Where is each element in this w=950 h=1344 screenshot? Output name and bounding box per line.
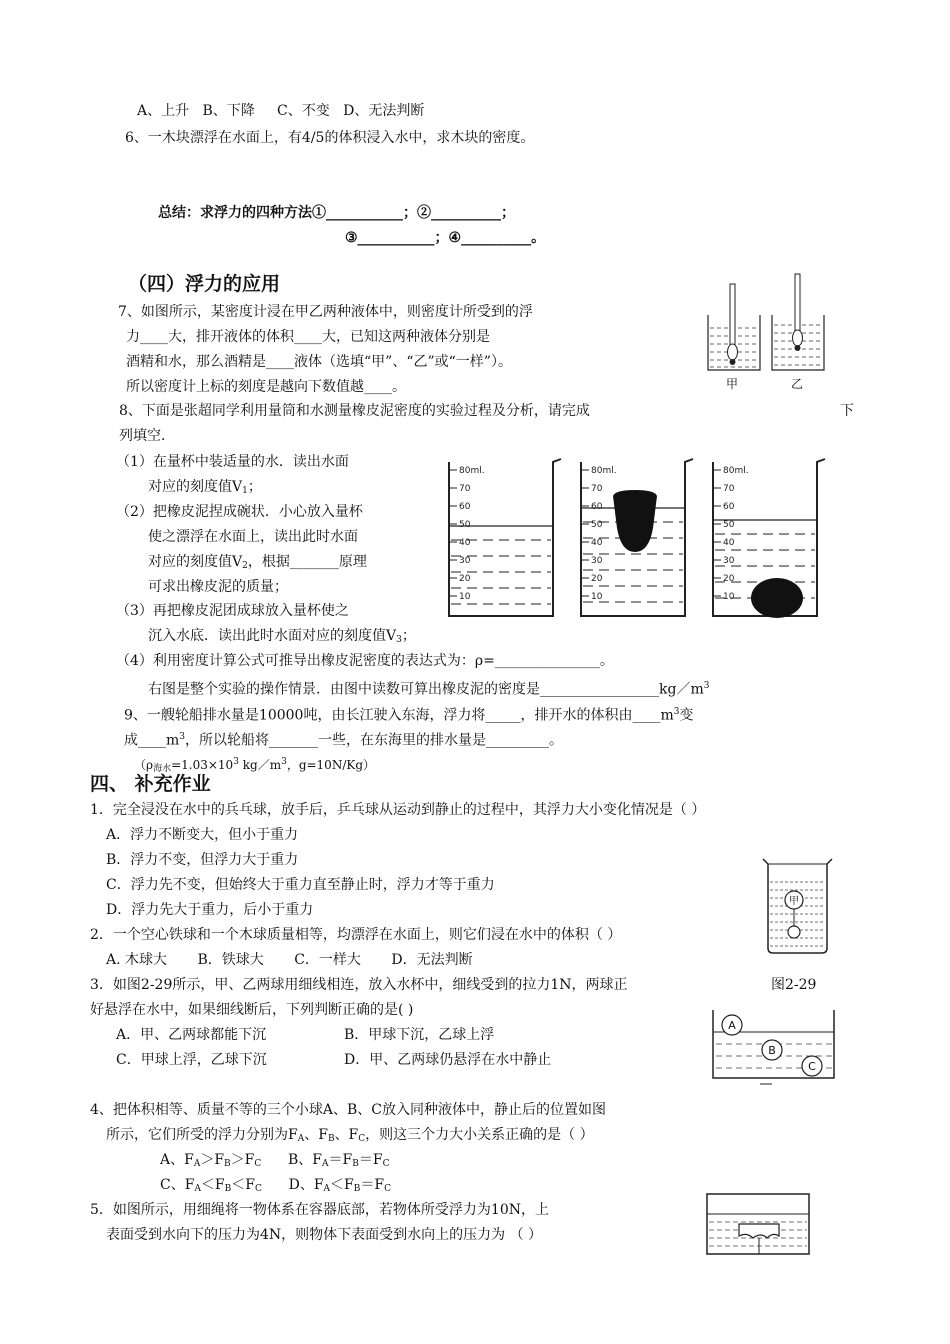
s4-option-b: B、$F_A=F_B=F_C$ [287, 1152, 390, 1169]
section-title-supplement: 四、 补充作业 [90, 773, 211, 795]
s2-option-c: C．一样大 [294, 952, 361, 968]
measuring-cylinders-figure [445, 458, 830, 620]
tied-object-figure [705, 1192, 811, 1258]
cylinder-1-tick-label: 70 [459, 484, 471, 494]
cylinder-3-tick-label: 40 [723, 538, 735, 548]
q9-line-1: 9、一艘轮船排水量是10000吨，由长江驶入东海，浮力将_____，排开水的体积由$\_\_\_\_m^3$变 [124, 707, 694, 724]
cylinder-2-tick-label: 40 [591, 538, 603, 548]
q8-line-1-tail: 下 [840, 403, 854, 419]
s1-option-b: B．浮力不变，但浮力大于重力 [106, 852, 299, 868]
s3-question-1: 3．如图2-29所示，甲、乙两球用细线相连，放入水杯中，细线受到的拉力1N，两球正 [90, 977, 628, 993]
q8-step-4: （4）利用密度计算公式可推导出橡皮泥密度的表达式为：ρ=_______________。 [116, 653, 614, 669]
cylinder-2-tick-label: 70 [591, 484, 603, 494]
cylinder-3-tick-label: 10 [723, 592, 735, 602]
q8-line-1: 8、下面是张超同学利用量筒和水测量橡皮泥密度的实验过程及分析，请完成 [119, 403, 590, 419]
cylinder-1-tick-label: 10 [459, 592, 471, 602]
q7-line-4: 所以密度计上标的刻度是越向下数值越____。 [126, 379, 406, 395]
three-balls-figure [708, 1008, 840, 1086]
s3-option-c: C．甲球上浮，乙球下沉 [116, 1052, 267, 1068]
q8-step-5: 右图是整个实验的操作情景．由图中读数可算出橡皮泥的密度是$\_\_\_\_\_\_\_\_\_\_\_\_\_\_\_\_\_kg/m^3$ [148, 681, 710, 698]
s4-question-1: 4、把体积相等、质量不等的三个小球A、B、C放入同种液体中，静止后的位置如图 [90, 1102, 607, 1118]
s3-option-d: D．甲、乙两球仍悬浮在水中静止 [344, 1052, 552, 1068]
s1-option-a: A．浮力不断变大，但小于重力 [106, 827, 299, 843]
cylinder-3-tick-label: 50 [723, 520, 735, 530]
s3-question-2: 好悬浮在水中，如果细线断后，下列判断正确的是( ) [90, 1002, 414, 1018]
s2-option-b: B．铁球大 [197, 952, 264, 968]
q5-option-d: D、无法判断 [343, 103, 425, 119]
s5-question-2: 表面受到水向下的压力为4N，则物体下表面受到水向上的压力为 （ ） [106, 1227, 543, 1243]
s1-option-c: C．浮力先不变，但始终大于重力直至静止时，浮力才等于重力 [106, 877, 495, 893]
q8-step-2a: （2）把橡皮泥捏成碗状．小心放入量杯 [116, 504, 363, 520]
section-title-application: （四）浮力的应用 [128, 273, 281, 295]
s4-options-row-2 [160, 1175, 391, 1199]
cylinder-3-tick-label: 80ml. [723, 466, 749, 476]
q9-line-2: 成$\_\_\_\_m^3$，所以轮船将_______一些，在东海里的排水量是_________。 [124, 732, 564, 749]
q8-step-1a: （1）在量杯中装适量的水．读出水面 [116, 454, 349, 470]
s4-options-row-1 [160, 1150, 389, 1174]
q8-step-1b: 对应的刻度值$V_1$； [148, 479, 262, 496]
s1-option-d: D．浮力先大于重力，后小于重力 [106, 902, 314, 918]
cylinder-3-tick-label: 30 [723, 556, 735, 566]
cylinder-2-tick-label: 20 [591, 574, 603, 584]
fig-2-29-caption: 图2-29 [771, 977, 817, 993]
s4-question-2: 所示，它们所受的浮力分别为$F_A$、$F_B$、$F_C$，则这三个力大小关系正确的是（ ） [106, 1127, 594, 1144]
s1-question: 1．完全浸没在水中的兵乓球，放手后，乒乓球从运动到静止的过程中，其浮力大小变化情况是（ ） [90, 802, 706, 818]
cylinder-2-tick-label: 50 [591, 520, 603, 530]
summary-line-1: 总结：求浮力的四种方法①___________；②__________； [158, 205, 515, 221]
q8-line-2: 列填空． [119, 428, 175, 444]
cylinder-2-tick-label: 60 [591, 502, 603, 512]
summary-line-2: ③___________；④__________。 [345, 230, 546, 246]
hydrometer-figure [700, 270, 840, 395]
cylinder-1-tick-label: 60 [459, 502, 471, 512]
s4-option-c: C、$F_A<F_B<F_C$ [160, 1177, 262, 1194]
s3-option-a: A．甲、乙两球都能下沉 [116, 1027, 267, 1043]
s2-option-a: A. 木球大 [106, 952, 168, 968]
q5-option-c: C、不变 [277, 103, 330, 119]
suspended-balls-figure [760, 856, 835, 956]
fig-ball-label: 甲 [789, 896, 799, 907]
cylinder-1-tick-label: 30 [459, 556, 471, 566]
ball-c-label: C [808, 1060, 816, 1073]
cylinder-1-tick-label: 40 [459, 538, 471, 548]
ball-b-label: B [768, 1044, 776, 1057]
cylinder-3-tick-label: 70 [723, 484, 735, 494]
q8-step-2b: 使之漂浮在水面上，读出此时水面 [148, 529, 358, 545]
q5-options [137, 101, 424, 121]
q8-step-2d: 可求出橡皮泥的质量； [148, 579, 288, 595]
hydrometer-label-a: 甲 [726, 377, 739, 391]
s4-option-d: D、$F_A<F_B=F_C$ [288, 1177, 391, 1194]
q8-step-3b: 沉入水底．读出此时水面对应的刻度值$V_3$； [148, 628, 416, 645]
ball-a-label: A [728, 1019, 736, 1032]
cylinder-2-tick-label: 80ml. [591, 466, 617, 476]
q8-step-2c: 对应的刻度值$V_2$，根据_______原理 [148, 554, 367, 571]
q7-line-3: 酒精和水，那么酒精是____液体（选填“甲”、“乙”或“一样”）。 [126, 354, 512, 370]
clay-bowl-shape [613, 490, 657, 552]
cylinder-2-tick-label: 10 [591, 592, 603, 602]
s2-options [106, 950, 473, 970]
q9-line-3: （$\rho_{海水}=1.03\times 10^3$ $kg/m^3$，g=10N/Kg） [134, 757, 376, 774]
s5-question-1: 5．如图所示，用细绳将一物体系在容器底部，若物体所受浮力为10N，上 [90, 1202, 549, 1218]
cylinder-1-tick-label: 20 [459, 574, 471, 584]
q6-text: 6、一木块漂浮在水面上，有4/5的体积浸入水中，求木块的密度。 [125, 130, 535, 146]
cylinder-3-tick-label: 20 [723, 574, 735, 584]
cylinder-3-tick-label: 60 [723, 502, 735, 512]
q7-line-2: 力____大，排开液体的体积____大，已知这两种液体分别是 [126, 329, 490, 345]
q8-step-3a: （3）再把橡皮泥团成球放入量杯使之 [116, 603, 349, 619]
cylinder-1-tick-label: 80ml. [459, 466, 485, 476]
hydrometer-label-b: 乙 [791, 377, 804, 391]
cylinder-1-tick-label: 50 [459, 520, 471, 530]
q5-option-b: B、下降 [202, 103, 255, 119]
s2-question: 2．一个空心铁球和一个木球质量相等，均漂浮在水面上，则它们浸在水中的体积（ ） [90, 927, 622, 943]
s3-option-b: B．甲球下沉，乙球上浮 [344, 1027, 495, 1043]
clay-ball-shape [751, 578, 803, 618]
s4-option-a: A、$F_A>F_B>F_C$ [160, 1152, 262, 1169]
q5-option-a: A、上升 [137, 103, 190, 119]
q7-line-1: 7、如图所示，某密度计浸在甲乙两种液体中，则密度计所受到的浮 [118, 304, 533, 320]
cylinder-2-tick-label: 30 [591, 556, 603, 566]
s2-option-d: D．无法判断 [391, 952, 473, 968]
